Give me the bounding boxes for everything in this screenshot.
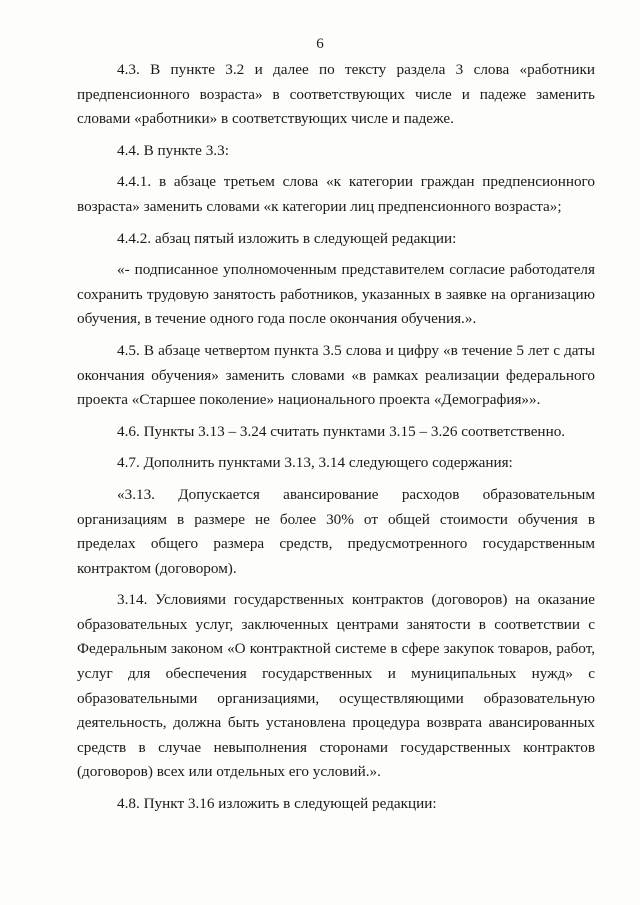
- paragraph-4-4: 4.4. В пункте 3.3:: [117, 141, 229, 159]
- paragraph-3-14: 3.14. Условиями государственных контрактов (договоров) на оказание образовательных услуг, заключенных центрами занятости в соответствии с Федеральным законом «О контрактной системе в сфере закупок товаров, работ, услуг для обеспечения государственных и муниципальных нужд» с образовательными организациями, осуществляющими образовательную деятельность, должна быть установлена процедура возврата авансированных средств в случае невыполнения сторонами государственных контрактов (договоров) всех или отдельных его условий.».: [77, 591, 595, 781]
- document-body: [77, 58, 595, 824]
- paragraph-4-4-2: 4.4.2. абзац пятый изложить в следующей редакции:: [117, 229, 457, 247]
- paragraph-4-5: 4.5. В абзаце четвертом пункта 3.5 слова и цифру «в течение 5 лет с даты окончания обучения» заменить словами «в рамках реализации федерального проекта «Старшее поколение» национального проекта «Демография»».: [77, 341, 595, 409]
- paragraph-4-7: 4.7. Дополнить пунктами 3.13, 3.14 следующего содержания:: [117, 454, 513, 472]
- page-number: 6: [316, 36, 324, 52]
- paragraph-4-4-1: 4.4.1. в абзаце третьем слова «к категории граждан предпенсионного возраста» заменить словами «к категории лиц предпенсионного возраста»;: [77, 173, 595, 215]
- paragraph-3-13: «3.13. Допускается авансирование расходов образовательным организациям в размере не более 30% от общей стоимости обучения в пределах общего размера средств, предусмотренного государственным контрактом (договором).: [77, 485, 595, 577]
- paragraph-4-6: 4.6. Пункты 3.13 – 3.24 считать пунктами 3.15 – 3.26 соответственно.: [117, 422, 566, 440]
- paragraph-4-3: 4.3. В пункте 3.2 и далее по тексту раздела 3 слова «работники предпенсионного возраста» в соответствующих числе и падеже заменить словами «работники» в соответствующих числе и падеже.: [77, 61, 595, 128]
- paragraph-quote-consent: «- подписанное уполномоченным представителем согласие работодателя сохранить трудовую занятость работников, указанных в заявке на организацию обучения, в течение одного года после окончания обучения.».: [77, 261, 595, 328]
- paragraph-4-8: 4.8. Пункт 3.16 изложить в следующей редакции:: [117, 795, 437, 813]
